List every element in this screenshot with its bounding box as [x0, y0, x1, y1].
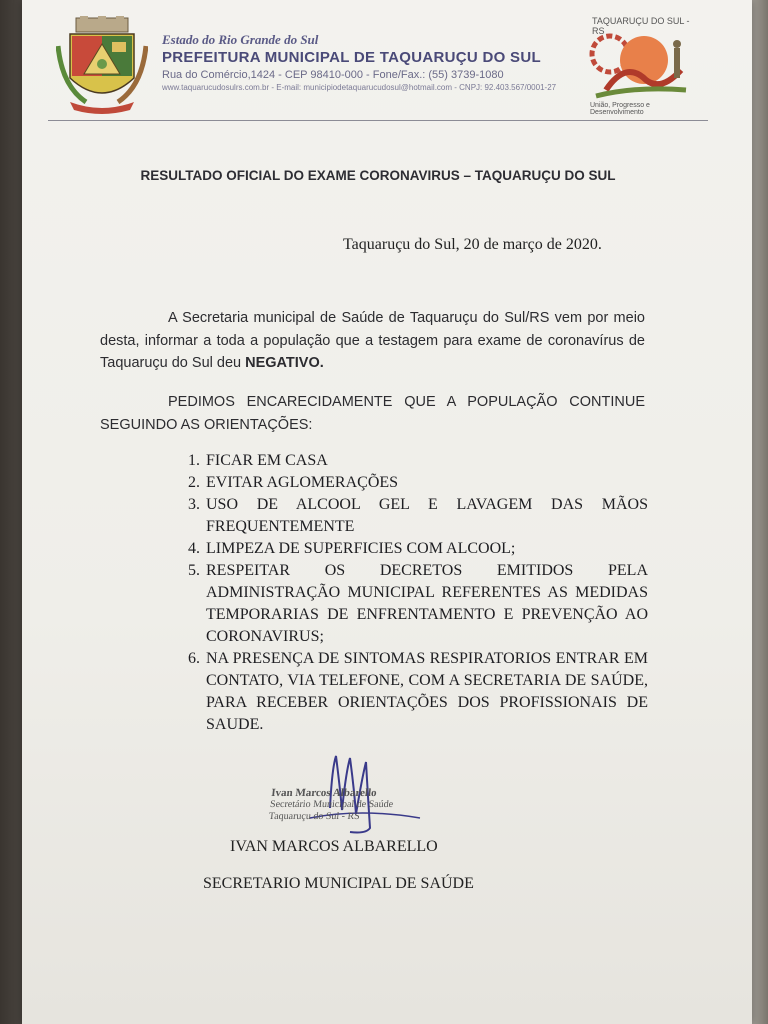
- city-logo: [568, 12, 703, 117]
- list-item: 5. RESPEITAR OS DECRETOS EMITIDOS PELA ADMINISTRAÇÃO MUNICIPAL REFERENTES AS MEDIDAS TEMPORARIAS DE ENFRENTAMENTO E PREVENÇÃO AO CORONAVIRUS;: [188, 562, 648, 645]
- list-item: 4. LIMPEZA DE SUPERFICIES COM ALCOOL;: [188, 540, 516, 557]
- list-item: 6. NA PRESENÇA DE SINTOMAS RESPIRATORIOS ENTRAR EM CONTATO, VIA TELEFONE, COM A SECRETARIA DE SAÚDE, PARA RECEBER ORIENTAÇÕES DOS PROFISSIONAIS DE SAUDE.: [188, 650, 648, 733]
- municipal-crest-logo: [56, 16, 148, 116]
- contact-line: www.taquarucudosulrs.com.br - E-mail: municipiodetaquarucudosul@hotmail.com - CNPJ: 92.403.567/0001-27: [162, 83, 557, 92]
- header-divider: [48, 120, 708, 121]
- paragraph-announcement: [100, 307, 645, 375]
- announcement-text: A Secretaria municipal de Saúde de Taquaruçu do Sul/RS vem por meio desta, informar a toda a população que a testagem para exame de coronavírus de Taquaruçu do Sul deu: [100, 310, 645, 371]
- official-stamp: Ivan Marcos Albarello Secretário Municipal de Saúde Taquaruçu do Sul - RS: [268, 787, 394, 822]
- document-title: RESULTADO OFICIAL DO EXAME CORONAVIRUS – TAQUARUÇU DO SUL: [140, 168, 616, 183]
- orientation-list: [140, 450, 648, 736]
- signatory-name: IVAN MARCOS ALBARELLO: [230, 838, 438, 855]
- address-line: Rua do Comércio,1424 - CEP 98410-000 - Fone/Fax.: (55) 3739-1080: [162, 69, 504, 81]
- letterhead: [50, 12, 710, 122]
- request-text: PEDIMOS ENCARECIDAMENTE QUE A POPULAÇÃO CONTINUE SEGUINDO AS ORIENTAÇÕES:: [100, 394, 645, 433]
- signatory-role: SECRETARIO MUNICIPAL DE SAÚDE: [203, 875, 474, 892]
- paragraph-request: [100, 391, 645, 436]
- list-item: 2. EVITAR AGLOMERAÇÕES: [188, 474, 399, 491]
- list-item: 1. FICAR EM CASA: [188, 452, 328, 469]
- city-logo-caption: TAQUARUÇU DO SUL - RS: [592, 16, 690, 36]
- list-item: 3. USO DE ALCOOL GEL E LAVAGEM DAS MÃOS FREQUENTEMENTE: [188, 496, 648, 535]
- result-negative: NEGATIVO.: [245, 355, 324, 371]
- city-emblem-icon: [586, 30, 696, 102]
- document-date: Taquaruçu do Sul, 20 de março de 2020.: [343, 236, 602, 253]
- state-name: Estado do Rio Grande do Sul: [162, 32, 319, 47]
- city-motto: União, Progresso e Desenvolvimento: [590, 102, 650, 116]
- municipality-name: PREFEITURA MUNICIPAL DE TAQUARUÇU DO SUL: [162, 49, 541, 66]
